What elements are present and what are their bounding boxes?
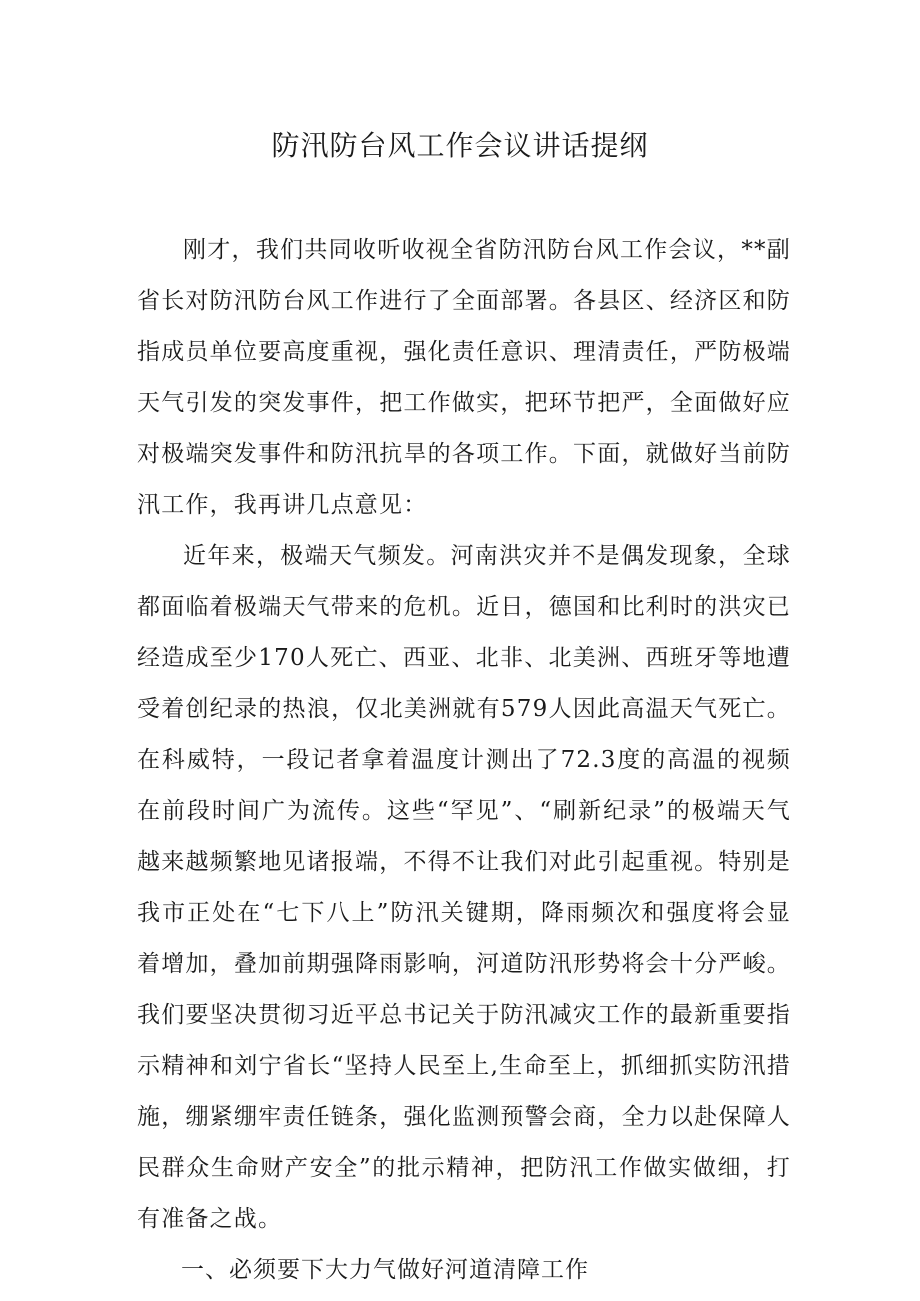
section-heading-river-clearing: 一、必须要下大力气做好河道清障工作 — [181, 1257, 589, 1283]
paragraph-extreme-weather: 近年来，极端天气频发。河南洪灾并不是偶发现象，全球都面临着极端天气带来的危机。近日，德国和比利时的洪灾已经造成至少170人死亡、西亚、北非、北美洲、西班牙等地遭受着创纪录的热浪，仅北美洲就有579人因此高温天气死亡。在科威特，一段记者拿着温度计测出了72.3度的高温的视频在前段时间广为流传。这些“罕见”、“刷新纪录”的极端天气越来越频繁地见诸报端，不得不让我们对此引起重视。特别是我市正处在“七下八上”防汛关键期，降雨频次和强度将会显着增加，叠加前期强降雨影响，河道防汛形势将会十分严峻。我们要坚决贯彻习近平总书记关于防汛减灾工作的最新重要指示精神和刘宁省长“坚持人民至上,生命至上，抓细抓实防汛措施，绷紧绷牢责任链条，强化监测预警会商，全力以赴保障人民群众生命财产安全”的批示精神，把防汛工作做实做细，打有准备之战。 — [137, 543, 791, 1232]
document-body — [137, 225, 791, 1296]
document-title: 防汛防台风工作会议讲话提纲 — [271, 129, 649, 162]
paragraph-intro: 刚才，我们共同收听收视全省防汛防台风工作会议，**副省长对防汛防台风工作进行了全面部署。各县区、经济区和防指成员单位要高度重视，强化责任意识、理清责任，严防极端天气引发的突发事件，把工作做实，把环节把严，全面做好应对极端突发事件和防汛抗旱的各项工作。下面，就做好当前防汛工作，我再讲几点意见： — [137, 237, 791, 518]
